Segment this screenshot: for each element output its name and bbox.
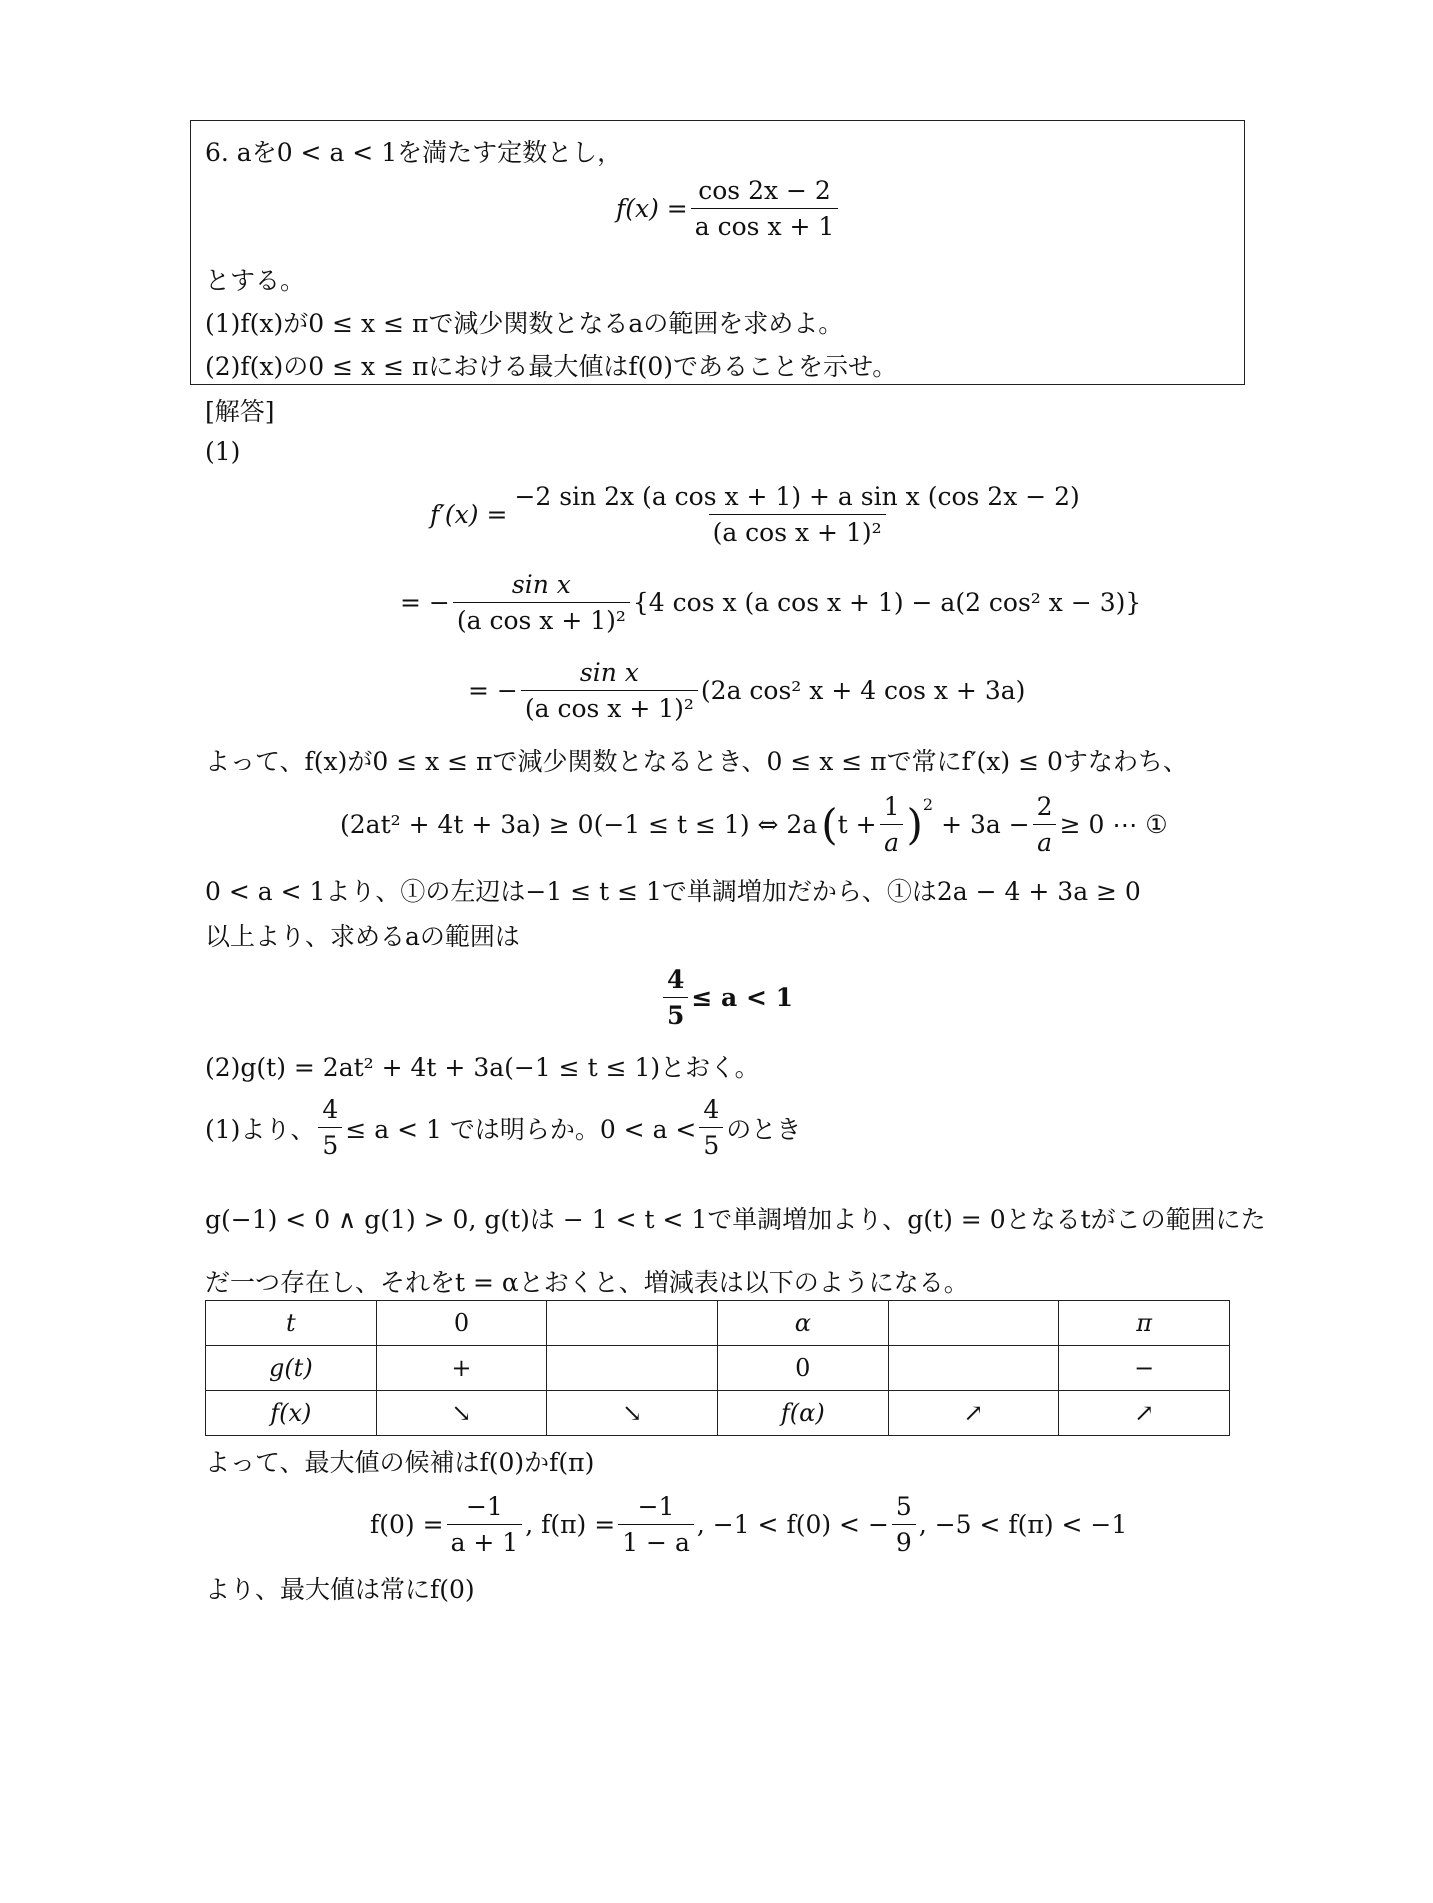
fin-f0-den: a + 1 xyxy=(447,1524,523,1557)
inequality-square: 2 xyxy=(922,795,934,814)
p2-mid: ≤ a < 1 では明らか。0 < a < xyxy=(345,1114,697,1144)
fin-fpi-fraction xyxy=(618,1492,694,1557)
p2-fraction-2 xyxy=(699,1095,723,1160)
table-cell: ↘ xyxy=(376,1391,547,1436)
final-evaluation-line xyxy=(370,1492,1127,1557)
inequality-two: 2 xyxy=(1036,792,1053,821)
p2-fraction-2-den: 5 xyxy=(699,1127,723,1160)
fin-fpi-lhs: , f(π) = xyxy=(525,1510,616,1539)
part2-line: (2)g(t) = 2at² + 4t + 3a(−1 ≤ t ≤ 1)とおく。 xyxy=(205,1053,760,1082)
fin-59-fraction xyxy=(892,1492,916,1557)
derivative-2-rest: {4 cos x (a cos x + 1) − a(2 cos² x − 3)} xyxy=(632,588,1142,617)
result-denominator: 5 xyxy=(663,997,688,1030)
table-cell: f(α) xyxy=(717,1391,888,1436)
function-numerator: cos 2x − 2 xyxy=(698,176,831,205)
fin-59-num: 5 xyxy=(895,1492,912,1521)
fin-f0-fraction xyxy=(447,1492,523,1557)
table-cell: 0 xyxy=(717,1346,888,1391)
result-fraction xyxy=(663,965,688,1030)
table-cell: g(t) xyxy=(206,1346,377,1391)
part1-label: (1) xyxy=(205,437,241,466)
table-cell: + xyxy=(376,1346,547,1391)
fin-fpi-num: −1 xyxy=(637,1492,675,1521)
problem-statement: 6. aを0 < a < 1を満たす定数とし， xyxy=(205,138,623,167)
table-cell: 0 xyxy=(376,1301,547,1346)
result-range xyxy=(660,965,793,1030)
inequality-line xyxy=(340,792,1168,857)
derivative-line-1 xyxy=(430,482,1087,547)
table-cell: π xyxy=(1059,1301,1230,1346)
derivative-denominator-1: (a cos x + 1)² xyxy=(709,514,886,547)
p2-prefix: (1)より、 xyxy=(205,1114,316,1144)
derivative-denominator-3: (a cos x + 1)² xyxy=(521,690,698,723)
inequality-paren-open: ( xyxy=(821,800,838,849)
line-yotte: よって、f(x)が0 ≤ x ≤ πで減少関数となるとき、0 ≤ x ≤ πで常にf′(x) ≤ 0すなわち、 xyxy=(205,747,1188,776)
table-cell xyxy=(888,1301,1059,1346)
part2-condition-line xyxy=(205,1095,801,1160)
inequality-fraction-2a xyxy=(1033,792,1057,857)
derivative-fraction-1 xyxy=(510,482,1083,547)
derivative-3-rest: (2a cos² x + 4 cos x + 3a) xyxy=(700,676,1026,705)
p2-fraction-1 xyxy=(318,1095,342,1160)
line-dake: だ一つ存在し、それをt = αとおくと、増減表は以下のようになる。 xyxy=(205,1268,969,1297)
derivative-line-3 xyxy=(468,658,1025,723)
p2-fraction-2-num: 4 xyxy=(703,1095,720,1124)
inequality-fraction-1a xyxy=(880,792,904,857)
derivative-fraction-3 xyxy=(521,658,698,723)
tosuru-text: とする。 xyxy=(205,266,306,295)
derivative-numerator-2: sin x xyxy=(511,570,571,599)
derivative-numerator-1: −2 sin 2x (a cos x + 1) + a sin x (cos 2x − 2) xyxy=(514,482,1080,511)
derivative-3-prefix: = − xyxy=(468,676,518,705)
table-cell: α xyxy=(717,1301,888,1346)
answer-header: [解答] xyxy=(205,397,275,426)
table-cell: ↗ xyxy=(1059,1391,1230,1436)
line-candidates: よって、最大値の候補はf(0)かf(π) xyxy=(205,1448,595,1477)
table-row xyxy=(206,1391,1230,1436)
inequality-t: t + xyxy=(837,810,877,839)
p2-fraction-1-den: 5 xyxy=(318,1127,342,1160)
question-1: (1)f(x)が0 ≤ x ≤ πで減少関数となるaの範囲を求めよ。 xyxy=(205,309,844,338)
table-row xyxy=(206,1346,1230,1391)
table-cell: t xyxy=(206,1301,377,1346)
table-row xyxy=(206,1301,1230,1346)
conclusion: より、最大値は常にf(0) xyxy=(205,1575,475,1604)
derivative-2-prefix: = − xyxy=(400,588,450,617)
line-g: g(−1) < 0 ∧ g(1) > 0, g(t)は − 1 < t < 1で単調増加より、g(t) = 0となるtがこの範囲にた xyxy=(205,1205,1266,1234)
fin-end: , −5 < f(π) < −1 xyxy=(918,1510,1128,1539)
table-cell xyxy=(547,1346,718,1391)
function-fraction xyxy=(691,176,839,241)
function-lhs: f(x) = xyxy=(616,194,688,223)
inequality-paren-close: ) xyxy=(906,800,923,849)
p2-fraction-1-num: 4 xyxy=(322,1095,339,1124)
fin-59-den: 9 xyxy=(892,1524,916,1557)
table-cell: ↗ xyxy=(888,1391,1059,1436)
line-zero-a: 0 < a < 1より、①の左辺は−1 ≤ t ≤ 1で単調増加だから、①は2a − 4 + 3a ≥ 0 xyxy=(205,877,1141,906)
derivative-line-2 xyxy=(400,570,1141,635)
table-cell: − xyxy=(1059,1346,1230,1391)
table-cell xyxy=(547,1301,718,1346)
result-rest: ≤ a < 1 xyxy=(691,983,794,1012)
fin-mid: , −1 < f(0) < − xyxy=(696,1510,889,1539)
increase-decrease-table xyxy=(205,1300,1230,1436)
derivative-numerator-3: sin x xyxy=(579,658,639,687)
table-cell xyxy=(888,1346,1059,1391)
function-denominator: a cos x + 1 xyxy=(691,208,839,241)
p2-end: のとき xyxy=(726,1114,802,1144)
inequality-left: (2at² + 4t + 3a) ≥ 0(−1 ≤ t ≤ 1) ⇔ 2a xyxy=(340,810,818,839)
inequality-a2: a xyxy=(1033,824,1056,857)
problem-box xyxy=(190,120,1245,385)
table-cell: f(x) xyxy=(206,1391,377,1436)
inequality-a: a xyxy=(880,824,903,857)
fin-fpi-den: 1 − a xyxy=(618,1524,694,1557)
table-cell: ↘ xyxy=(547,1391,718,1436)
derivative-denominator-2: (a cos x + 1)² xyxy=(453,602,630,635)
derivative-lhs: f′(x) = xyxy=(430,500,508,529)
line-ijou: 以上より、求めるaの範囲は xyxy=(205,922,520,951)
result-numerator: 4 xyxy=(667,965,685,994)
inequality-one: 1 xyxy=(883,792,900,821)
question-2: (2)f(x)の0 ≤ x ≤ πにおける最大値はf(0)であることを示せ。 xyxy=(205,352,898,381)
fin-f0-num: −1 xyxy=(465,1492,503,1521)
inequality-mid: + 3a − xyxy=(941,810,1030,839)
inequality-end: ≥ 0 ⋯ ① xyxy=(1059,810,1168,839)
function-definition xyxy=(616,176,841,241)
fin-f0-lhs: f(0) = xyxy=(370,1510,444,1539)
derivative-fraction-2 xyxy=(453,570,630,635)
